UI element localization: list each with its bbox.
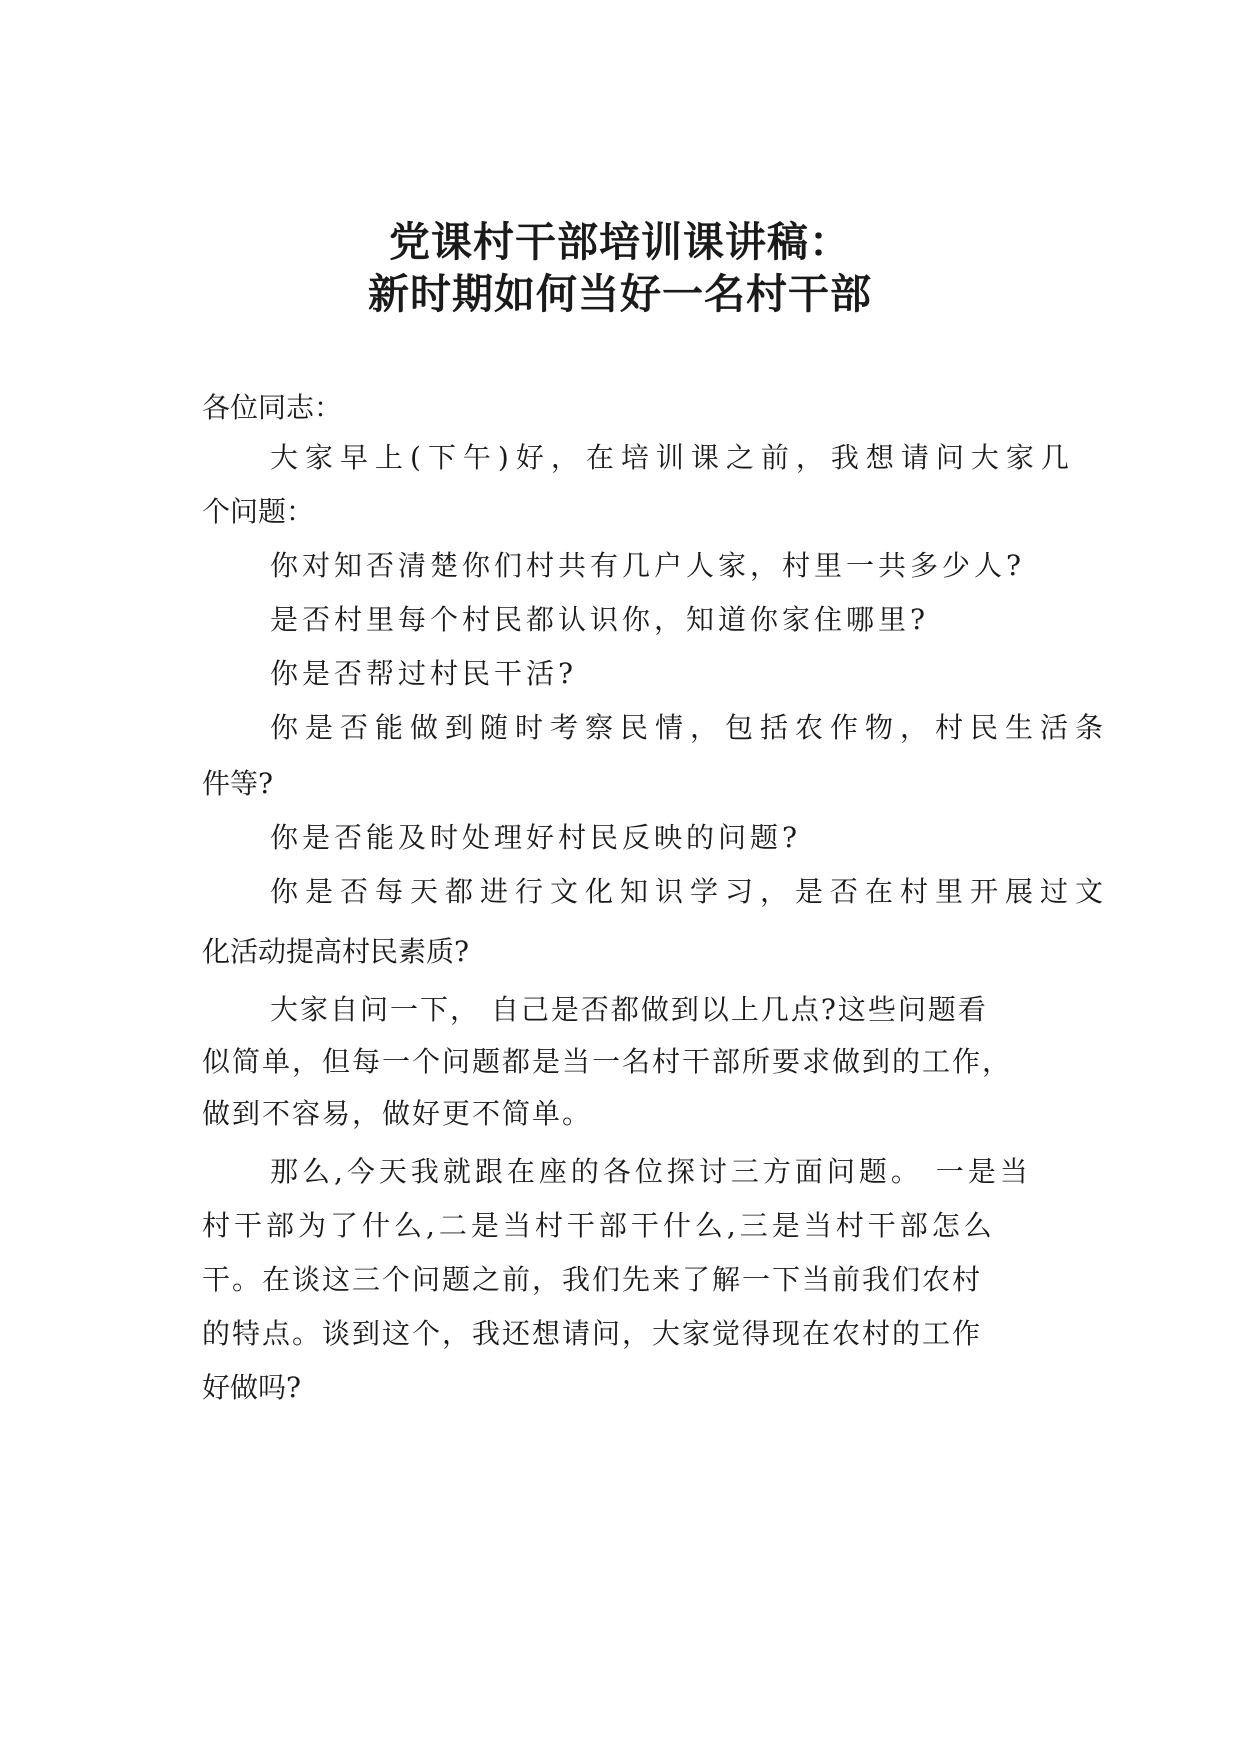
salutation: 各位同志： — [202, 391, 343, 424]
paragraph-line: 那么,今天我就跟在座的各位探讨三方面问题。 一是当 — [270, 1155, 1032, 1188]
paragraph-line: 你是否每天都进行文化知识学习，是否在村里开展过文 — [270, 875, 1111, 908]
paragraph-line: 是否村里每个村民都认识你，知道你家住哪里? — [270, 603, 930, 636]
paragraph-line: 的特点。谈到这个，我还想请问，大家觉得现在农村的工作 — [202, 1317, 983, 1350]
paragraph-line: 好做吗? — [202, 1371, 302, 1404]
paragraph-line: 你是否能及时处理好村民反映的问题? — [270, 821, 802, 854]
paragraph-line: 你对知否清楚你们村共有几户人家，村里一共多少人? — [270, 549, 1026, 582]
paragraph-line: 你是否能做到随时考察民情，包括农作物，村民生活条 — [270, 711, 1111, 744]
paragraph-line: 个问题： — [202, 495, 315, 528]
paragraph-line: 似简单，但每一个问题都是当一名村干部所要求做到的工作， — [202, 1045, 1013, 1078]
paragraph-line: 件等? — [202, 767, 274, 800]
paragraph-line: 村干部为了什么,二是当村干部干什么,三是当村干部怎么 — [202, 1209, 996, 1242]
paragraph-line: 大家自问一下， 自己是否都做到以上几点?这些问题看 — [270, 993, 988, 1026]
paragraph-line: 做到不容易，做好更不简单。 — [202, 1097, 593, 1130]
paragraph-line: 大家早上(下午)好，在培训课之前，我想请问大家几 — [270, 441, 1076, 474]
document-title-line-1: 党课村干部培训课讲稿： — [389, 218, 851, 266]
paragraph-line: 干。在谈这三个问题之前，我们先来了解一下当前我们农村 — [202, 1263, 983, 1296]
paragraph-line: 你是否帮过村民干活? — [270, 657, 578, 690]
document-title-line-2: 新时期如何当好一名村干部 — [368, 270, 872, 318]
paragraph-line: 化活动提高村民素质? — [202, 935, 470, 968]
